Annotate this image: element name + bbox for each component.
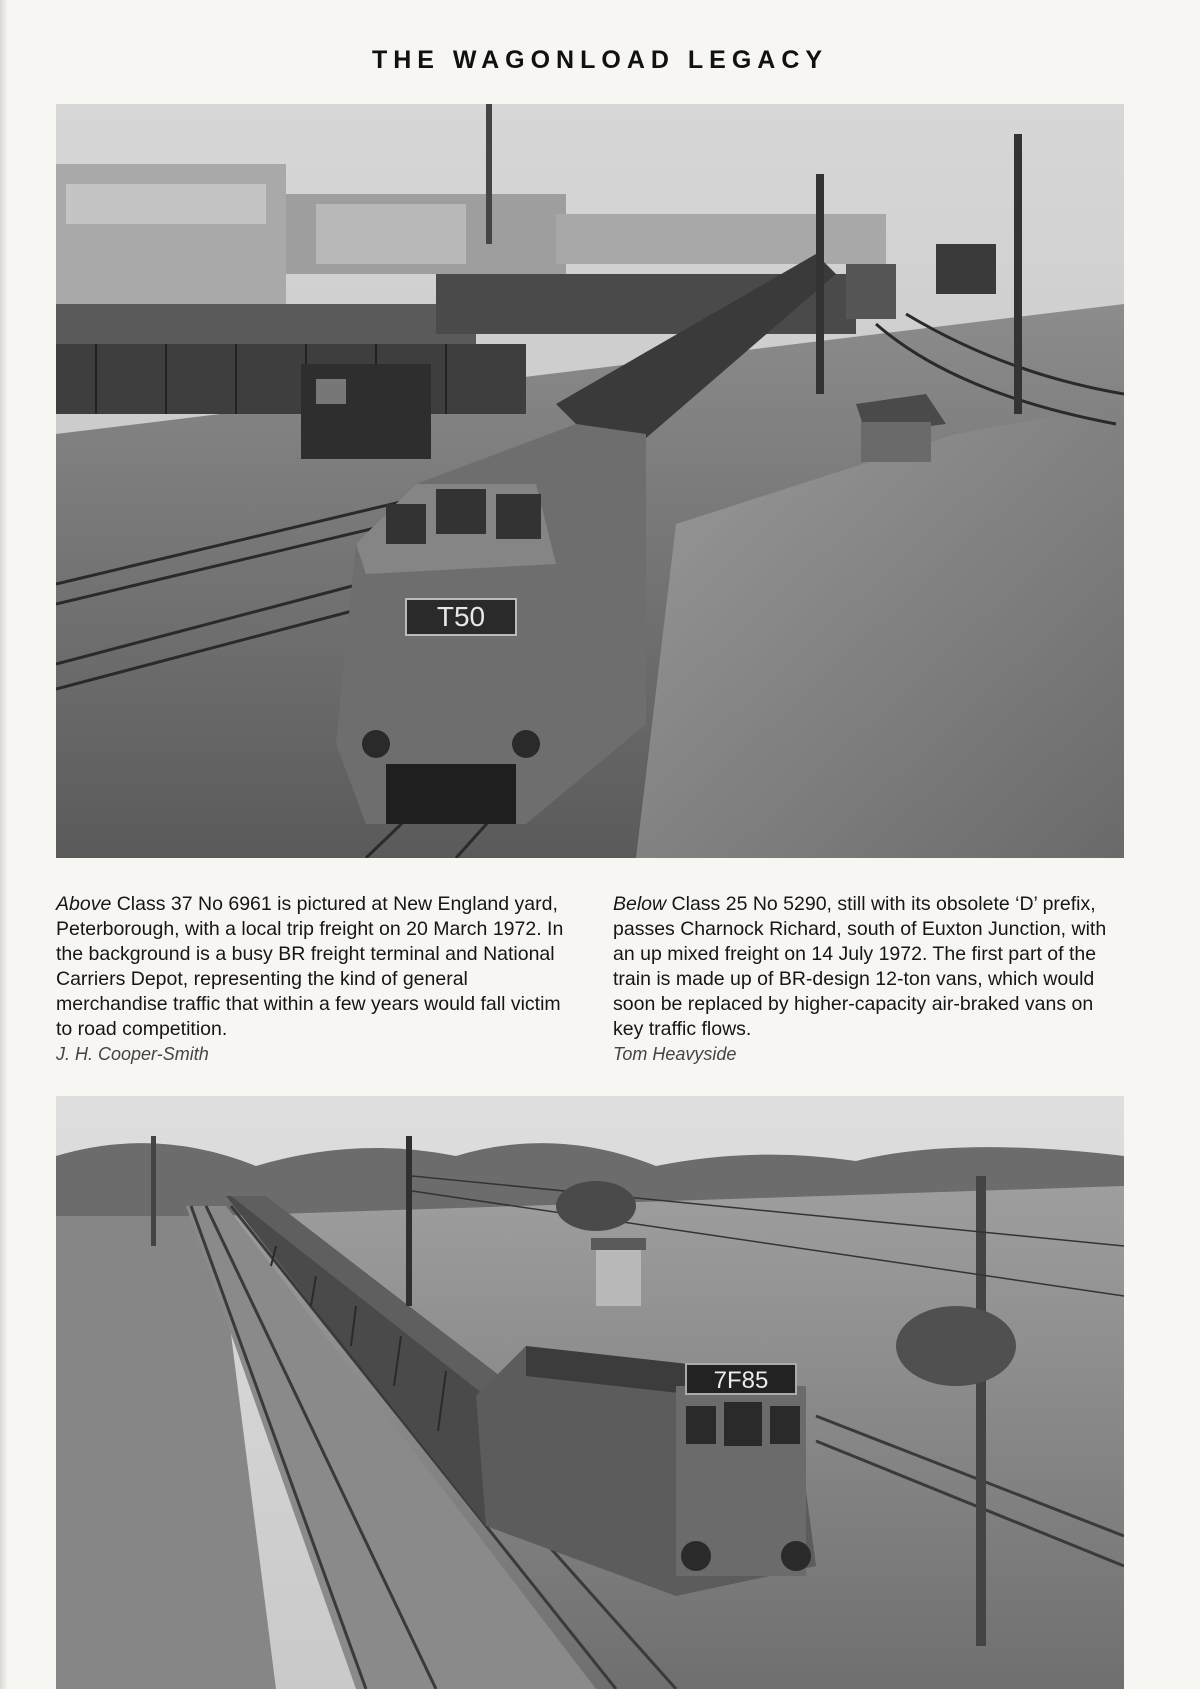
caption-below <box>613 892 1128 1067</box>
bottom-loco-headcode: 7F85 <box>713 1367 769 1394</box>
running-head: THE WAGONLOAD LEGACY <box>371 46 829 74</box>
caption-below-text: Class 25 No 5290, still with its obsolete ‘D’ prefix, passes Charnock Richard, south of Euxton Junction, with an up mixed freight on 14 July 1972. The first part of the train is made up of BR-design 12-ton vans, which would soon be replaced by higher-capacity air-braked vans on key traffic flows. <box>613 893 1107 1040</box>
page-gutter-shadow <box>0 0 8 1689</box>
caption-above-lead: Above <box>56 893 112 915</box>
caption-below-lead: Below <box>613 893 667 915</box>
photo-class-25-charnock-richard <box>56 1096 1124 1689</box>
photo-class-37-new-england-yard <box>56 104 1124 858</box>
caption-below-credit: Tom Heavyside <box>613 1044 737 1064</box>
caption-above-credit: J. H. Cooper-Smith <box>56 1044 209 1064</box>
top-loco-headcode: T50 <box>436 601 486 632</box>
caption-above-text: Class 37 No 6961 is pictured at New England yard, Peterborough, with a local trip freight on 20 March 1972. In the background is a busy BR freight terminal and National Carriers Depot, representing the kind of general merchandise traffic that within a few years would fall victim to road competition. <box>56 893 564 1040</box>
caption-above <box>56 892 576 1067</box>
